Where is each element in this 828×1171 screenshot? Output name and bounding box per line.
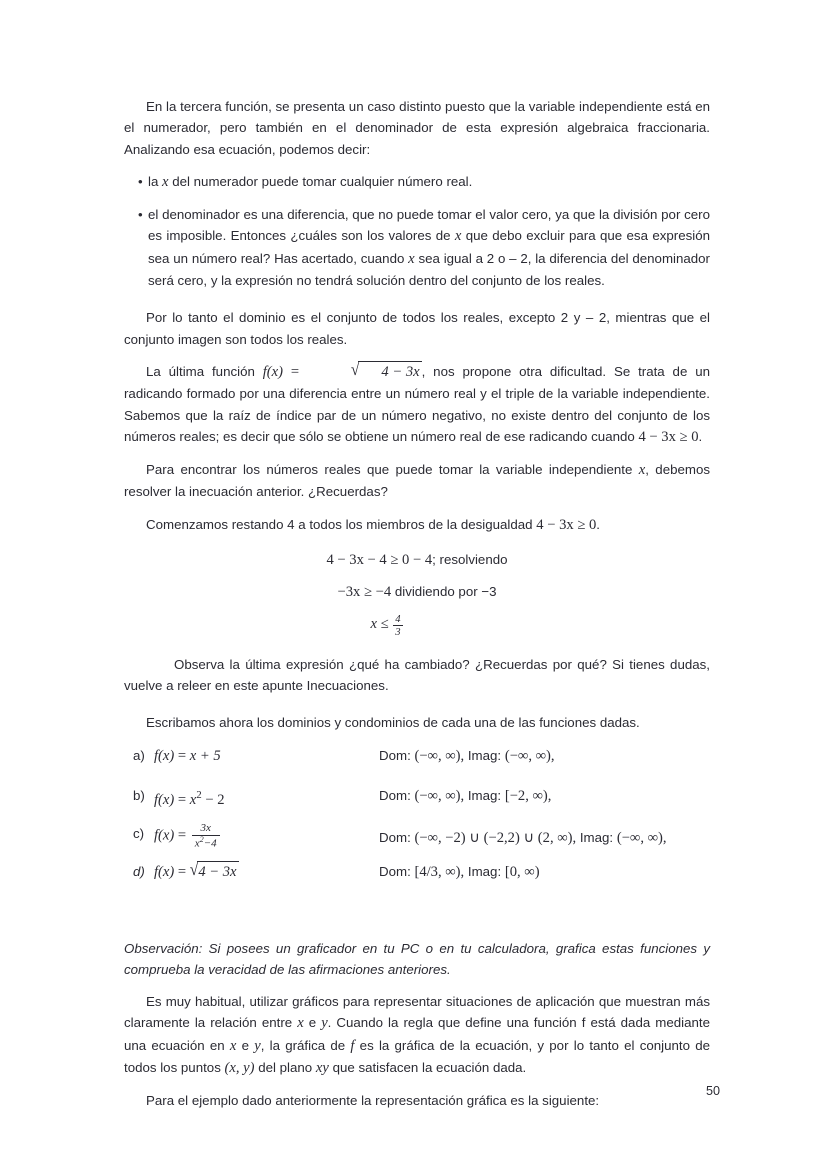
domain-cell-b [379,785,710,807]
row-label-a: a) [133,747,145,763]
rhs-base-b: x [189,791,197,808]
p8-y2: y [254,1037,261,1054]
p3-equals: = [283,363,307,380]
bullet2-c: sea igual a 2 o – 2, la diferencia del denominador será cero, y la expresión no tendrá solución dentro del conjunto de los reales. [148,250,710,289]
bullet1-post: del numerador puede tomar cualquier número real. [168,173,473,189]
p8-e2: e [236,1037,255,1053]
function-expression-b [154,785,379,811]
eq1-text: ; resolviendo [432,552,508,568]
page-number: 50 [705,1084,720,1098]
list-item-denominador [124,204,710,291]
rhs-tail-b: − 2 [201,791,225,808]
radicand: 4 − 3x [358,361,421,383]
imag-value-a: (−∞, ∞), [504,747,555,764]
domain-cell-c [379,823,710,849]
p8-e: del plano [254,1060,316,1075]
spacer [124,448,710,459]
row-label-c: c) [133,825,145,841]
function-row-b [124,785,710,815]
equation-line-3 [124,611,710,638]
fraction-four-thirds [393,614,402,638]
page-content [124,96,710,1112]
function-row-c [124,823,710,853]
dom-value-d: [4/3, ∞), [414,863,465,880]
p8-a: Es muy habitual, utilizar gráficos para representar situaciones de aplicación que muestran más claramente la relación entre [124,994,710,1031]
paragraph-comenzamos-restando [124,514,710,536]
p8-d: es la gráfica de la ecuación, y por lo tanto el conjunto de todos los puntos [124,1037,710,1075]
equals-d: = [174,863,190,880]
bullet2-variable-2: x [408,250,415,267]
imag-value-b: [−2, ∞), [504,787,552,804]
spacer [124,921,710,938]
p5-a: Comenzamos restando 4 a todos los miembros de la desigualdad [146,516,537,532]
fraction-denominator-c [192,835,220,851]
spacer [124,291,710,307]
paragraph-observacion [124,938,710,981]
fraction-c [192,823,220,851]
p5-b: . [596,516,600,532]
den-base-c: x [194,837,200,850]
p4-a: Para encontrar los números reales que puede tomar la variable independiente [146,462,639,478]
p8-c: , la gráfica de [260,1037,351,1053]
imag-value-d: [0, ∞) [504,863,540,880]
p3-inequality: 4 − 3x ≥ 0 [638,428,699,445]
paragraph-observa-expresion [124,654,710,697]
bullet-dot-icon: • [138,173,143,189]
radical-sign-icon: √ [350,360,360,380]
paragraph-graficos-habitual [124,991,710,1079]
fraction-denominator: 3 [395,626,401,638]
equals-b: = [174,791,190,808]
rhs-exponent-b: 2 [196,788,202,801]
domain-cell-a [379,745,710,767]
observacion-text: Observación: Si posees un graficador en tu PC o en tu calculadora, grafica estas funciones y comprueba la veracidad de las afirmaciones anteriores. [124,940,710,977]
p8-f: f [350,1037,355,1054]
paragraph-ultima-funcion [124,361,710,448]
p8-point: (x, y) [224,1060,255,1076]
spacer [124,503,710,514]
bullet2-a: el denominador es una diferencia, que no puede tomar el valor cero, ya que la división por cero es imposible. Entonces ¿cuáles son los valores de [148,207,710,244]
row-label-b: b) [133,787,145,803]
paragraph-escribamos-dominios [124,712,710,733]
p3-a: La última función [146,363,263,379]
spacer [124,891,710,921]
p8-x2: x [229,1037,237,1054]
function-expression-a [154,745,379,767]
spacer [124,638,710,654]
equation-line-1 [124,547,710,573]
p3-b: , nos propone otra dificultad. Se trata de un radicando formado por una diferencia entre un número real y el triple de la variable independiente. Sabemos que la raíz de índice par de un número negativo, no existe dentro del conjunto de los números reales; es decir que sólo se obtiene un número real de ese radicando cuando [124,363,710,444]
fraction-numerator-c: 3x [200,821,211,834]
spacer [124,696,710,712]
fx-b: f(x) [154,791,175,808]
paragraph-text: Por lo tanto el dominio es el conjunto de todos los reales, excepto 2 y – 2, mientras que el conjunto imagen son todos los reales. [124,310,710,347]
radical-sign-icon: √ [189,860,199,880]
eq2-math: −3x ≥ −4 [337,584,392,601]
imag-label-c: Imag: [576,829,617,845]
sqrt-expression-d [190,861,239,883]
imag-label-a: Imag: [464,747,505,763]
fraction-numerator: 4 [395,613,401,625]
imag-label-b: Imag: [464,787,505,803]
paragraph-text: Para el ejemplo dado anteriormente la representación gráfica es la siguiente: [146,1093,600,1109]
dom-value-b: (−∞, ∞), [414,787,465,804]
p3-fx: f(x) [262,363,283,380]
imag-label-d: Imag: [464,863,505,879]
dom-value-a: (−∞, ∞), [414,747,465,764]
p8-f2: que satisfacen la ecuación dada. [328,1060,527,1075]
radicand-d: 4 − 3x [197,861,238,883]
bullet-dot-icon: • [138,207,143,223]
rhs-a: x + 5 [189,747,221,764]
bullet-list [124,171,710,291]
spacer [124,1079,710,1090]
paragraph-encontrar-numeros [124,459,710,503]
dom-value-c: (−∞, −2) ∪ (−2,2) ∪ (2, ∞), [414,829,577,846]
function-expression-c [154,823,379,851]
bullet2-b: que debo excluir para que esa expresión sea un número real? Has acertado, cuando [148,228,710,266]
spacer [124,536,710,547]
fx-a: f(x) [154,747,175,764]
p8-x: x [297,1015,304,1032]
paragraph-dominio-conclusion [124,307,710,350]
function-expression-d [154,861,379,883]
eq3-lhs: x ≤ [370,616,393,633]
p3-end: . [698,428,703,444]
spacer [124,160,710,171]
function-row-d [124,861,710,891]
equals-c: = [174,827,190,844]
den-tail-c: −4 [203,837,217,850]
p4-variable: x [638,462,646,479]
paragraph-text: Escribamos ahora los dominios y condominios de cada una de las funciones dadas. [146,715,640,731]
bullet1-pre: la [148,173,163,189]
p8-e1: e [303,1015,322,1031]
paragraph-text: Observa la última expresión ¿qué ha cambiado? ¿Recuerdas por qué? Si tienes dudas, vuelve a releer en este apunte Inecuaciones. [124,656,710,693]
function-row-a [124,745,710,775]
bullet1-variable: x [162,173,169,190]
p5-math: 4 − 3x ≥ 0 [536,516,597,533]
list-item-numerador [124,171,710,193]
dom-label-a: Dom: [379,747,415,763]
fx-c: f(x) [154,827,175,844]
fx-d: f(x) [154,863,175,880]
paragraph-ejemplo-grafica [124,1090,710,1111]
equals-a: = [174,747,190,764]
p4-b: , debemos resolver la inecuación anterior. ¿Recuerdas? [124,462,711,500]
bullet2-variable-1: x [454,228,462,245]
p8-y: y [321,1015,328,1032]
equation-line-2 [124,579,710,605]
eq2-text: dividiendo por −3 [391,584,497,600]
sqrt-expression [307,361,422,383]
row-label-d: d) [133,863,145,879]
imag-value-c: (−∞, ∞), [616,829,667,846]
paragraph-tercera-funcion [124,96,710,160]
function-domain-list [124,745,710,891]
paragraph-text: En la tercera función, se presenta un caso distinto puesto que la variable independiente está en el numerador, pero también en el denominador de esta expresión algebraica fraccionaria. Analizando esa ecuación, podemos decir: [124,99,710,157]
spacer [124,980,710,991]
spacer [124,350,710,361]
dom-label-c: Dom: [379,829,415,845]
den-exponent-c: 2 [199,835,204,845]
eq1-math: 4 − 3x − 4 ≥ 0 − 4 [326,552,433,569]
domain-cell-d [379,861,710,883]
p8-xy: xy [315,1060,329,1076]
dom-label-d: Dom: [379,863,415,879]
dom-label-b: Dom: [379,787,415,803]
p8-b: . Cuando la regla que define una función f está dada mediante una ecuación en [124,1015,710,1053]
spacer [124,734,710,745]
